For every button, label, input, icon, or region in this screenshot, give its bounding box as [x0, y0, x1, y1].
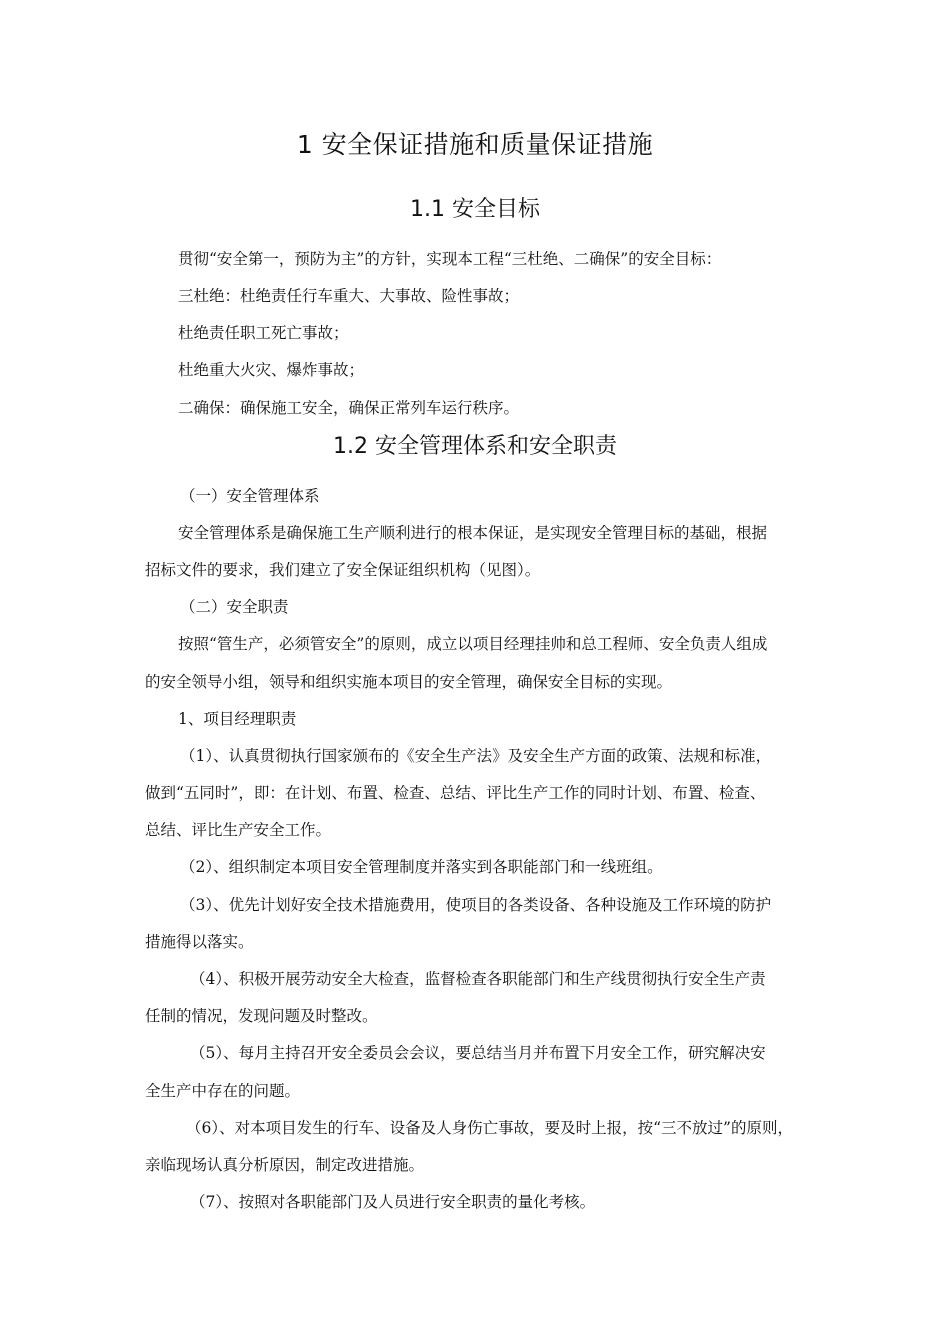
paragraph-line: 招标文件的要求，我们建立了安全保证组织机构（见图）。 [145, 561, 541, 579]
list-item: （3）、优先计划好安全技术措施费用，使项目的各类设备、各种设施及工作环境的防护 [180, 896, 772, 914]
list-item: （5）、每月主持召开安全委员会会议，要总结当月并布置下月安全工作，研究解决安 [190, 1044, 766, 1062]
list-item-continued: 总结、评比生产安全工作。 [145, 821, 332, 839]
paragraph-line: 三杜绝：杜绝责任行车重大、大事故、险性事故； [178, 287, 520, 305]
list-item-continued: 任制的情况，发现问题及时整改。 [145, 1007, 378, 1025]
list-item-continued: 亲临现场认真分析原因，制定改进措施。 [145, 1156, 425, 1174]
list-item: （4）、积极开展劳动安全大检查，监督检查各职能部门和生产线贯彻执行安全生产责 [190, 970, 766, 988]
list-item-continued: 措施得以落实。 [145, 933, 254, 951]
list-item: （1）、认真贯彻执行国家颁布的《安全生产法》及安全生产方面的政策、法规和标准， [180, 747, 772, 765]
section-heading-1-2: 1.2 安全管理体系和安全职责 [333, 434, 617, 459]
paragraph-line: 按照“管生产，必须管安全”的原则，成立以项目经理挂帅和总工程师、安全负责人组成 [178, 635, 768, 653]
subsection-heading: （二）安全职责 [180, 598, 289, 616]
list-item: （2）、组织制定本项目安全管理制度并落实到各职能部门和一线班组。 [180, 858, 663, 876]
list-heading: 1、项目经理职责 [178, 710, 297, 728]
paragraph-line: 二确保：确保施工安全，确保正常列车运行秩序。 [178, 399, 520, 417]
paragraph-line: 杜绝责任职工死亡事故； [178, 324, 349, 342]
paragraph-line: 的安全领导小组，领导和组织实施本项目的安全管理，确保安全目标的实现。 [145, 673, 673, 691]
subsection-heading: （一）安全管理体系 [180, 487, 320, 505]
list-item-continued: 全生产中存在的问题。 [145, 1082, 301, 1100]
list-item: （6）、对本项目发生的行车、设备及人身伤亡事故，要及时上报，按“三不放过”的原则， [186, 1119, 793, 1137]
section-heading-1-1: 1.1 安全目标 [410, 197, 540, 222]
chapter-heading: 1 安全保证措施和质量保证措施 [296, 130, 654, 159]
paragraph-line: 杜绝重大火灾、爆炸事故； [178, 361, 365, 379]
paragraph-line: 安全管理体系是确保施工生产顺利进行的根本保证，是实现安全管理目标的基础，根据 [178, 524, 768, 542]
paragraph-line: 贯彻“安全第一，预防为主”的方针，实现本工程“三杜绝、二确保”的安全目标： [178, 250, 722, 268]
list-item-continued: 做到“五同时”，即：在计划、布置、检查、总结、评比生产工作的同时计划、布置、检查、 [145, 784, 766, 802]
list-item: （7）、按照对各职能部门及人员进行安全职责的量化考核。 [190, 1193, 596, 1211]
